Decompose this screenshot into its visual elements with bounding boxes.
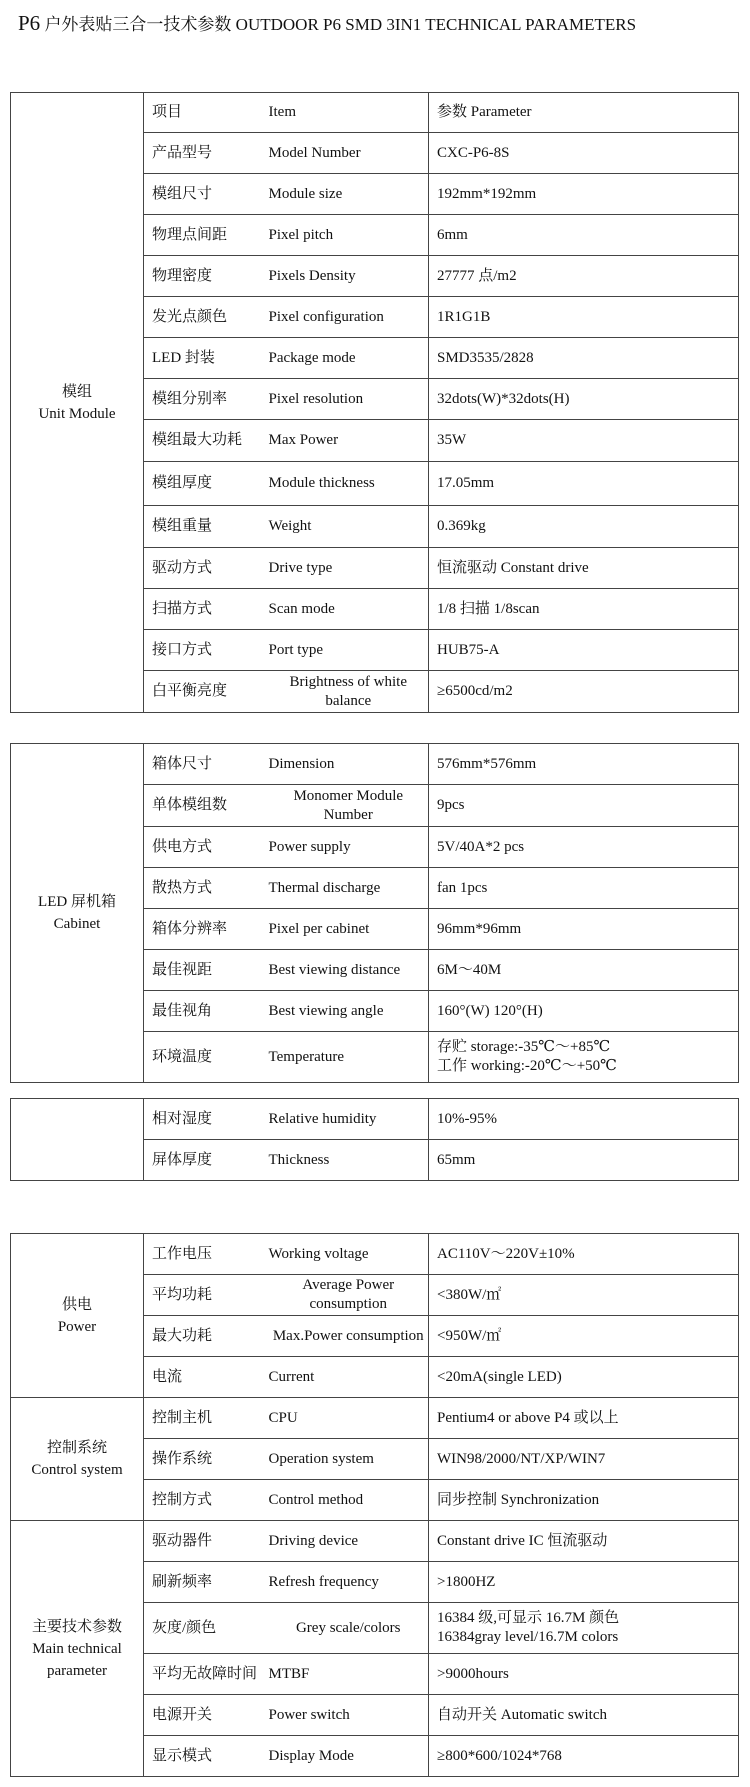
param-name-en: Temperature [269,1032,429,1083]
param-value-text: Pentium4 or above P4 或以上 [437,1409,619,1426]
section-label-en: Main technical parameter [32,1640,122,1679]
section-label-cn: 主要技术参数 [31,1618,122,1635]
param-value [429,909,739,950]
param-value-text: <20mA(single LED) [437,1368,562,1385]
param-value [429,1140,739,1181]
param-value-text: 32dots(W)*32dots(H) [437,390,570,407]
section-label [11,744,144,1083]
param-value-text: 5V/40A*2 pcs [437,838,525,855]
param-name-en: Power supply [269,827,429,868]
param-value [429,1654,739,1695]
param-name-en: Refresh frequency [269,1562,429,1603]
param-value [429,1398,739,1439]
param-value [429,1357,739,1398]
section-label-cn: 供电 [61,1296,92,1313]
param-name-en: Current [269,1357,429,1398]
param-name-en: Thermal discharge [269,868,429,909]
param-name-cn: 屏体厚度 [144,1140,269,1181]
param-name-cn: 灰度/颜色 [144,1603,269,1654]
param-name-en: Drive type [269,548,429,589]
param-name-cn: 单体模组数 [144,785,269,827]
param-value-text: AC110V～220V±10% [437,1245,575,1262]
param-name-cn: 模组最大功耗 [144,420,269,462]
param-name-cn: 控制主机 [144,1398,269,1439]
param-name-cn: 箱体尺寸 [144,744,269,785]
param-name-cn: 最大功耗 [144,1316,269,1357]
spec-table-power [10,1233,739,1777]
param-name-en: Thickness [269,1140,429,1181]
spec-row [11,1099,739,1140]
param-name-cn: 供电方式 [144,827,269,868]
param-value-text: <380W/㎡ [437,1286,502,1303]
param-value-text: 1R1G1B [437,308,491,325]
section-label [11,1398,144,1521]
param-name-cn: 电流 [144,1357,269,1398]
param-value-text-2: 16384gray level/16.7M colors [437,1629,619,1645]
param-name-en: Display Mode [269,1736,429,1777]
param-value-text: 恒流驱动 Constant drive [437,559,589,576]
param-value [429,1316,739,1357]
section-label-en: Power [57,1318,97,1335]
param-value [429,991,739,1032]
param-name-cn: 驱动方式 [144,548,269,589]
section-label-cn: 模组 [61,383,92,400]
param-value-text: 576mm*576mm [437,755,537,772]
param-value-text-2: 工作 working:-20℃～+50℃ [437,1058,617,1074]
param-name-cn: 最佳视距 [144,950,269,991]
param-name-cn: 平均功耗 [144,1275,269,1316]
param-value-text: 160°(W) 120°(H) [437,1002,543,1019]
section-label-cn: LED 屏机箱 [38,894,116,910]
spec-row [11,93,739,133]
spec-table-cabinet [10,743,739,1083]
param-value-text: 192mm*192mm [437,185,537,202]
section-label [11,93,144,713]
param-name-cn: 电源开关 [144,1695,269,1736]
param-name-en: Monomer Module Number [269,785,429,827]
param-name-en: Best viewing angle [269,991,429,1032]
section-label-en: Unit Module [38,405,116,422]
param-value-text: 参数 Parameter [437,104,532,120]
param-value-text: 自动开关 Automatic switch [437,1706,607,1723]
section-label [11,1099,144,1181]
param-name-en: Power switch [269,1695,429,1736]
param-value [429,462,739,506]
param-value [429,950,739,991]
param-value-text: 17.05mm [437,475,495,491]
section-label-cn: 控制系统 [46,1440,107,1456]
param-value-text: 10%-95% [437,1110,497,1127]
param-name-en: Scan mode [269,589,429,630]
param-name-cn: 模组厚度 [144,462,269,506]
param-name-cn: 项目 [144,93,269,133]
param-value [429,297,739,338]
param-value-text: 16384 级,可显示 16.7M 颜色 [437,1610,620,1626]
param-name-en: Brightness of white balance [269,671,429,713]
param-name-en: Item [269,93,429,133]
param-value [429,174,739,215]
param-name-en: Pixels Density [269,256,429,297]
param-name-cn: 驱动器件 [144,1521,269,1562]
param-name-en: Pixel configuration [269,297,429,338]
param-value-text: fan 1pcs [437,879,488,896]
section-label-en: Cabinet [53,916,101,932]
param-name-en: CPU [269,1398,429,1439]
spec-row [11,1398,739,1439]
spec-row [11,1521,739,1562]
param-name-en: Grey scale/colors [269,1603,429,1654]
param-value [429,1603,739,1654]
param-name-en: Model Number [269,133,429,174]
param-name-cn: 散热方式 [144,868,269,909]
param-name-cn: 发光点颜色 [144,297,269,338]
param-name-cn: 刷新频率 [144,1562,269,1603]
param-value-text: ≥6500cd/m2 [437,683,513,699]
param-value-text: 同步控制 Synchronization [437,1491,600,1508]
param-name-cn: 工作电压 [144,1234,269,1275]
param-name-cn: 控制方式 [144,1480,269,1521]
param-name-cn: 模组分别率 [144,379,269,420]
param-name-en: Port type [269,630,429,671]
param-value [429,93,739,133]
param-value [429,589,739,630]
param-value [429,671,739,713]
param-value [429,1032,739,1083]
param-value [429,256,739,297]
param-name-cn: 模组重量 [144,506,269,548]
section-label-en: Control system [31,1462,123,1478]
param-value-text: 0.369kg [437,518,486,534]
param-value [429,420,739,462]
param-name-en: Max Power [269,420,429,462]
param-value-text: WIN98/2000/NT/XP/WIN7 [437,1450,606,1467]
param-name-cn: 接口方式 [144,630,269,671]
param-value [429,785,739,827]
param-value-text: >1800HZ [437,1573,496,1590]
param-value-text: CXC-P6-8S [437,144,510,161]
param-name-cn: 物理点间距 [144,215,269,256]
param-value-text: >9000hours [437,1665,509,1682]
param-value [429,744,739,785]
spec-table-unit [10,92,739,713]
param-name-cn: 产品型号 [144,133,269,174]
param-value-text: 6M～40M [437,961,502,978]
param-value [429,1099,739,1140]
param-name-cn: 白平衡亮度 [144,671,269,713]
param-name-en: Pixel resolution [269,379,429,420]
param-name-en: Average Power consumption [269,1275,429,1316]
param-value [429,133,739,174]
param-value [429,1480,739,1521]
param-value-text: HUB75-A [437,641,500,658]
param-value-text: 65mm [437,1151,476,1168]
param-value-text: 27777 点/m2 [437,267,517,284]
param-name-en: Module thickness [269,462,429,506]
param-name-en: Weight [269,506,429,548]
param-value [429,548,739,589]
param-name-en: Working voltage [269,1234,429,1275]
param-value [429,827,739,868]
param-name-en: Pixel per cabinet [269,909,429,950]
param-name-en: Module size [269,174,429,215]
param-value-text: 存贮 storage:-35℃～+85℃ [437,1039,611,1055]
param-value-text: 35W [437,432,467,448]
param-name-en: MTBF [269,1654,429,1695]
param-name-cn: 最佳视角 [144,991,269,1032]
param-value-text: 6mm [437,226,468,243]
param-value [429,1521,739,1562]
param-name-cn: 操作系统 [144,1439,269,1480]
param-value-text: <950W/㎡ [437,1327,502,1344]
param-value-text: 96mm*96mm [437,920,522,937]
param-name-cn: 箱体分辨率 [144,909,269,950]
param-name-cn: 显示模式 [144,1736,269,1777]
param-name-en: Driving device [269,1521,429,1562]
param-value [429,215,739,256]
param-name-cn: 环境温度 [144,1032,269,1083]
param-name-en: Package mode [269,338,429,379]
param-value [429,1234,739,1275]
param-value-text: 9pcs [437,797,465,813]
param-value-text: 1/8 扫描 1/8scan [437,600,540,617]
param-value [429,630,739,671]
title-text: 户外表贴三合一技术参数 OUTDOOR P6 SMD 3IN1 TECHNICAL PARAMETERS [40,15,637,34]
param-name-cn: 平均无故障时间 [144,1654,269,1695]
section-label [11,1521,144,1777]
param-name-cn: LED 封装 [144,338,269,379]
param-name-en: Max.Power consumption [269,1316,429,1357]
param-name-en: Relative humidity [269,1099,429,1140]
param-name-en: Control method [269,1480,429,1521]
param-name-cn: 物理密度 [144,256,269,297]
param-value-text: SMD3535/2828 [437,349,534,366]
param-value [429,338,739,379]
param-name-cn: 扫描方式 [144,589,269,630]
spec-row [11,1234,739,1275]
param-value-text: ≥800*600/1024*768 [437,1747,562,1764]
page-title [18,8,738,40]
param-name-en: Pixel pitch [269,215,429,256]
param-name-en: Dimension [269,744,429,785]
param-name-cn: 模组尺寸 [144,174,269,215]
param-value [429,1736,739,1777]
param-value [429,1275,739,1316]
title-prefix: P6 [18,11,41,35]
param-value [429,1439,739,1480]
param-name-en: Best viewing distance [269,950,429,991]
param-name-cn: 相对湿度 [144,1099,269,1140]
section-label [11,1234,144,1398]
param-value [429,1695,739,1736]
param-value [429,506,739,548]
spec-table-humidity [10,1098,739,1181]
param-value [429,1562,739,1603]
param-value [429,868,739,909]
param-value [429,379,739,420]
param-name-en: Operation system [269,1439,429,1480]
param-value-text: Constant drive IC 恒流驱动 [437,1532,608,1549]
spec-row [11,744,739,785]
